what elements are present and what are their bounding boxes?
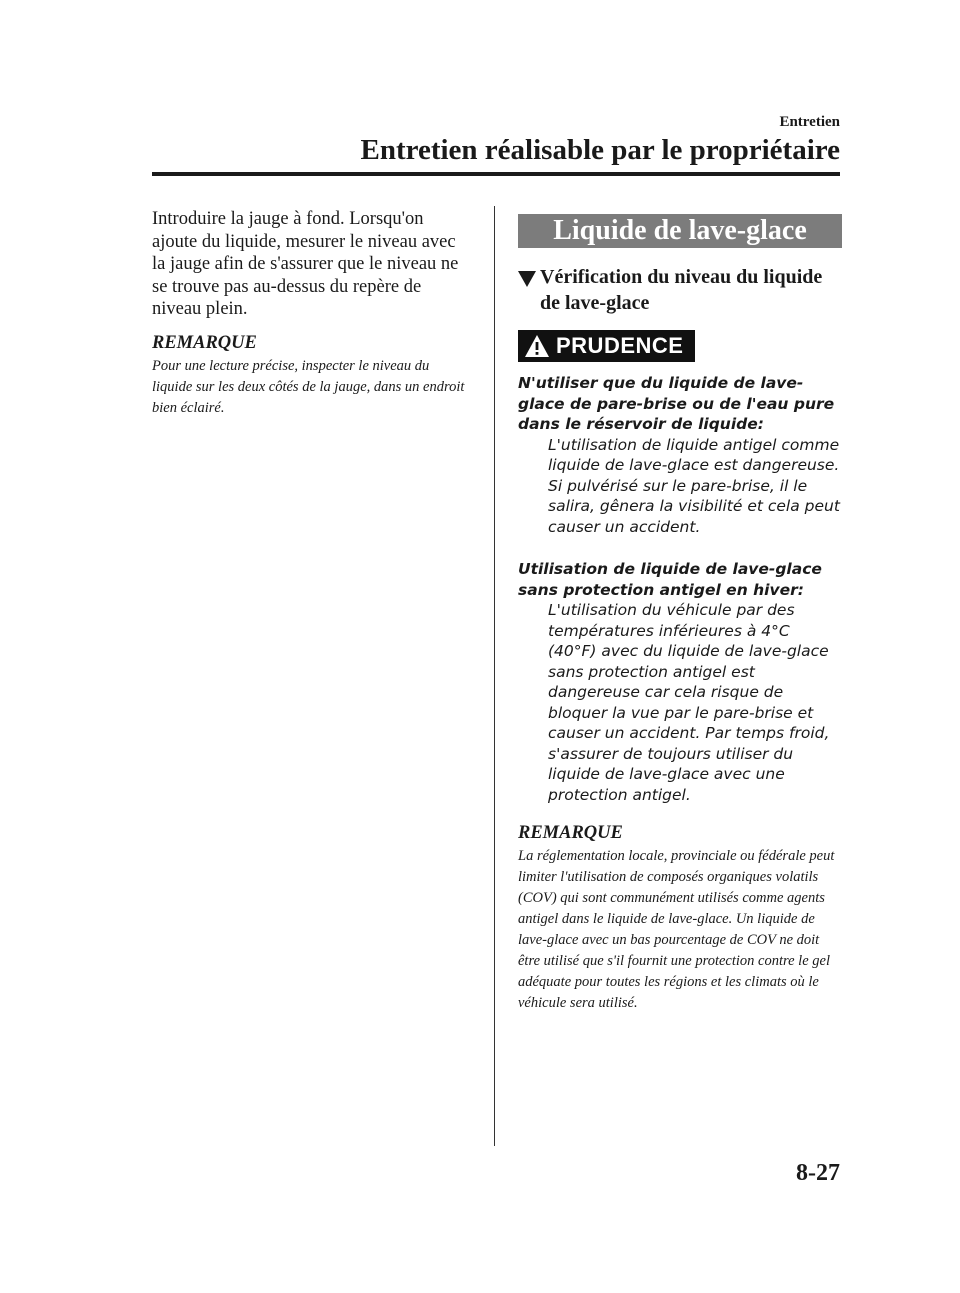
page-title: Entretien réalisable par le propriétaire [360,134,840,166]
left-column [152,208,472,419]
note-title-right: REMARQUE [518,823,623,843]
note-text: Pour une lecture précise, inspecter le niveau du liquide sur les deux côtés de la jauge, dans un endroit bien éclairé. [152,357,465,416]
caution-body-1: L'utilisation de liquide antigel comme liquide de lave-glace est dangereuse. Si pulvérisé sur le pare-brise, il le salira, gênera la visibilité et cela peut causer un accident. [548,435,840,536]
note-title: REMARQUE [152,332,257,353]
header-section-label: Entretien [779,114,840,130]
dipstick-paragraph: Introduire la jauge à fond. Lorsqu'on ajoute du liquide, mesurer le niveau avec la jauge afin de s'assurer que le niveau ne se trouve pas au-dessus du repère de niveau plein. [152,209,459,319]
caution-lead-1: N'utiliser que du liquide de lave-glace de pare-brise ou de l'eau pure dans le réservoir de liquide: [518,374,835,433]
subsection-heading [518,264,842,316]
note-text-right: La réglementation locale, provinciale ou fédérale peut limiter l'utilisation de composés organiques volatils (COV) qui sont communément utilisés comme agents antigel dans le liquide de lave-glace. Un liquide de lave-glace avec un bas pourcentage de COV ne doit être utilisé que s'il fournit une protection contre le gel adéquate pour toutes les régions et les climats où le véhicule sera utilisé. [518,848,835,1011]
column-divider [494,206,495,1146]
caution-label: PRUDENCE [556,333,684,358]
caution-body-2: L'utilisation du véhicule par des températures inférieures à 4°C (40°F) avec du liquide de lave-glace sans protection antigel est dangereuse car cela risque de bloquer la vue par le pare-brise et causer un accident. Par temps froid, s'assurer de toujours utiliser du liquide de lave-glace avec une protection antigel. [548,601,830,804]
page-number: 8-27 [796,1160,840,1186]
caution-badge [518,330,695,362]
right-column [518,214,842,1014]
warning-icon [524,334,550,358]
header-divider [152,172,840,176]
triangle-down-icon [518,264,540,294]
subsection-title: Vérification du niveau du liquide de lave-glace [540,266,823,314]
section-banner: Liquide de lave-glace [518,214,842,248]
caution-lead-2: Utilisation de liquide de lave-glace sans protection antigel en hiver: [518,560,822,599]
